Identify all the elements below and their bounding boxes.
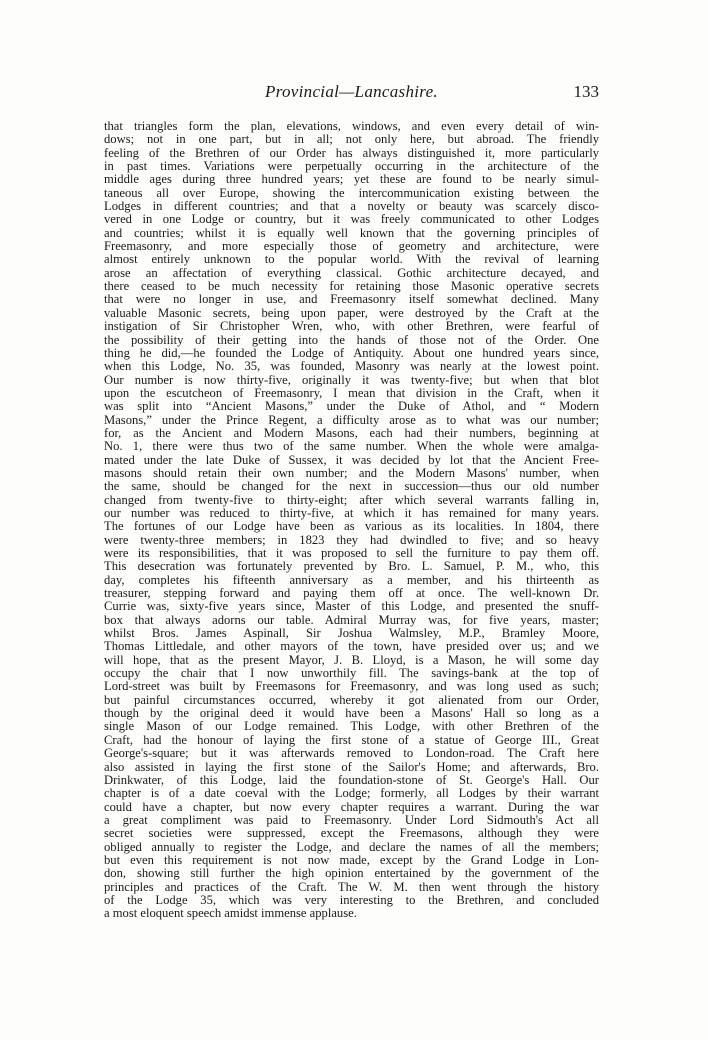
text-line: occupy the chair that I now unworthily fill. The savings-bank at the top of	[104, 666, 599, 681]
text-line: Currie was, sixty-five years since, Master of this Lodge, and presented the snuff-	[104, 599, 599, 614]
text-line: The fortunes of our Lodge have been as various as its localities. In 1804, there	[104, 519, 599, 534]
text-line: don, showing still further the high opinion entertained by the government of the	[104, 866, 599, 881]
text-line: vered in one Lodge or country, but it was freely communicated to other Lodges	[104, 212, 599, 227]
text-line: masons should retain their own number; and the Modern Masons' number, when	[104, 465, 599, 480]
text-line: changed from twenty-five to thirty-eight; after which several warrants falling in,	[104, 492, 599, 507]
text-line: valuable Masonic secrets, being upon paper, were destroyed by the Craft at the	[104, 305, 599, 320]
text-line: arose an affectation of everything classical. Gothic architecture decayed, and	[104, 265, 599, 280]
text-line: were its responsibilities, that it was proposed to sell the furniture to pay them off.	[104, 546, 599, 560]
text-line: but even this requirement is not now made, except by the Grand Lodge in Lon-	[104, 852, 599, 867]
text-line: that were no longer in use, and Freemasonry itself somewhat declined. Many	[104, 292, 599, 307]
text-line: mated under the late Duke of Sussex, it was decided by lot that the Ancient Free-	[104, 452, 599, 467]
text-line: treasurer, stepping forward and paying them off at once. The well-known Dr.	[104, 586, 599, 601]
text-line: but painful circumstances occurred, whereby it got alienated from our Order,	[104, 692, 599, 707]
text-line: chapter is of a date coeval with the Lodge; formerly, all Lodges by their warrant	[104, 786, 599, 801]
text-line: middle ages during three hundred years; yet these are found to be nearly simul-	[104, 172, 599, 187]
text-line: taneous all over Europe, showing the intercommunication existing between the	[104, 185, 599, 200]
text-line: the same, should be changed for the next in succession—thus our old number	[104, 479, 599, 494]
text-line: secret societies were suppressed, except the Freemasons, although they were	[104, 826, 599, 841]
text-line: feeling of the Brethren of our Order has always distinguished it, more particularly	[104, 145, 599, 160]
text-line: box that always adorns our table. Admiral Murray was, for five years, master;	[104, 612, 599, 627]
running-title: Provincial—Lancashire.	[265, 82, 438, 101]
body-paragraph	[104, 120, 599, 921]
text-line: Lodges in different countries; and that a novelty or beauty was scarcely disco-	[104, 199, 599, 214]
text-line: a great compliment was paid to Freemasonry. Under Lord Sidmouth's Act all	[104, 812, 599, 827]
text-line: No. 1, there were thus two of the same number. When the whole were amalga-	[104, 439, 599, 454]
text-line: in past times. Variations were perpetually occurring in the architecture of the	[104, 159, 599, 174]
text-line: almost entirely unknown to the popular world. With the revival of learning	[104, 252, 599, 267]
text-line: George's-square; but it was afterwards removed to London-road. The Craft here	[104, 746, 599, 761]
text-line: Drinkwater, of this Lodge, laid the foundation-stone of St. George's Hall. Our	[104, 772, 599, 787]
text-line: the possibility of their getting into the hands of those not of the Order. One	[104, 332, 599, 347]
text-line: will hope, that as the present Mayor, J. B. Lloyd, is a Mason, he will some day	[104, 652, 599, 667]
text-line: single Mason of our Lodge remained. This Lodge, with other Brethren of the	[104, 719, 599, 734]
text-line: there ceased to be much necessity for retaining those Masonic operative secrets	[104, 279, 599, 294]
text-line: of the Lodge 35, which was very interesting to the Brethren, and concluded	[104, 892, 599, 907]
text-line: Lord-street was built by Freemasons for Freemasonry, and was long used as such;	[104, 679, 599, 694]
text-line: when this Lodge, No. 35, was founded, Masonry was nearly at the lowest point.	[104, 359, 599, 374]
text-line: that triangles form the plan, elevations, windows, and even every detail of win-	[104, 119, 599, 133]
text-line: a most eloquent speech amidst immense applause.	[104, 906, 357, 921]
text-line: Masons,” under the Prince Regent, a difficulty arose as to what was our number;	[104, 412, 599, 427]
text-line: dows; not in one part, but in all; not only here, but abroad. The friendly	[104, 132, 599, 147]
text-line: and countries; whilst it is equally well known that the governing principles of	[104, 225, 599, 240]
text-line: Our number is now thirty-five, originally it was twenty-five; but when that blot	[104, 372, 599, 387]
text-line: also assisted in laying the first stone of the Sailor's Home; and afterwards, Bro.	[104, 759, 599, 774]
text-line: whilst Bros. James Aspinall, Sir Joshua Walmsley, M.P., Bramley Moore,	[104, 626, 599, 641]
text-line: thing he did,—he founded the Lodge of Antiquity. About one hundred years since,	[104, 345, 599, 360]
text-line: obliged annually to register the Lodge, and declare the names of all the members;	[104, 839, 599, 854]
text-line: was split into “Ancient Masons,” under the Duke of Athol, and “ Modern	[104, 399, 599, 414]
text-line: were twenty-three members; in 1823 they had dwindled to five; and so heavy	[104, 532, 599, 547]
text-line: This desecration was fortunately prevented by Bro. L. Samuel, P. M., who, this	[104, 559, 599, 574]
text-line: our number was reduced to thirty-five, at which it has remained for many years.	[104, 505, 599, 520]
text-line: though by the original deed it would have been a Masons' Hall so long as a	[104, 706, 599, 721]
page-number: 133	[573, 82, 599, 101]
text-line: Thomas Littledale, and other mayors of the town, have presided over us; and we	[104, 639, 599, 654]
text-line: day, completes his fifteenth anniversary as a member, and his thirteenth as	[104, 572, 599, 587]
page-header	[104, 82, 599, 104]
text-line: could have a chapter, but now every chapter requires a warrant. During the war	[104, 799, 599, 814]
text-line: Freemasonry, and more especially those of geometry and architecture, were	[104, 239, 599, 254]
text-line: upon the escutcheon of Freemasonry, I mean that division in the Craft, when it	[104, 385, 599, 400]
text-line: Craft, had the honour of laying the first stone of a statue of George III., Great	[104, 732, 599, 747]
text-line: principles and practices of the Craft. The W. M. then went through the history	[104, 879, 599, 894]
text-line: instigation of Sir Christopher Wren, who, with other Brethren, were fearful of	[104, 319, 599, 334]
text-line: for, as the Ancient and Modern Masons, each had their numbers, beginning at	[104, 425, 599, 440]
